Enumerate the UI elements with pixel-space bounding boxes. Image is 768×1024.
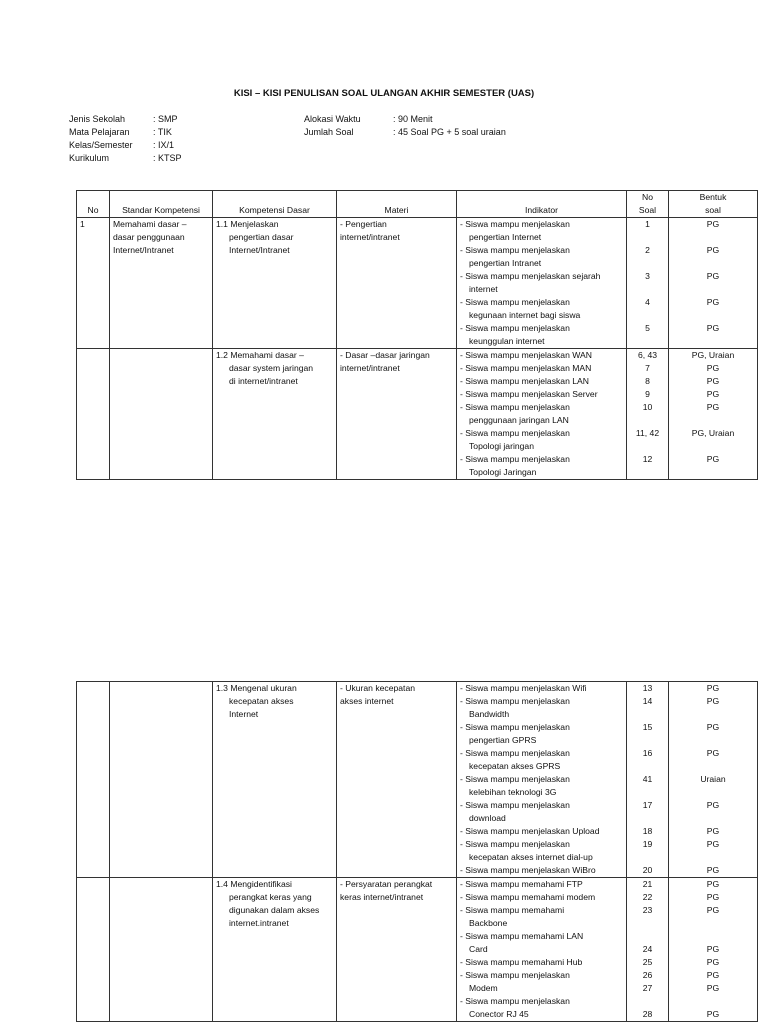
info-value: : SMP xyxy=(153,114,178,124)
indikator-line: - Siswa mampu menjelaskan Server xyxy=(460,389,598,399)
indikator-line: pengertian Internet xyxy=(469,232,542,242)
cell-standar-kompetensi xyxy=(110,349,213,480)
table-body xyxy=(77,682,758,1022)
indikator-line: kecepatan akses GPRS xyxy=(469,761,561,771)
bentuk-soal-value: PG xyxy=(706,839,720,849)
bentuk-soal-value: PG xyxy=(706,944,720,954)
kompetensi-line: 1.3 Mengenal ukuran xyxy=(216,683,297,693)
bentuk-soal-value xyxy=(672,812,754,825)
bentuk-soal-value: PG xyxy=(706,748,720,758)
exam-info xyxy=(304,113,506,139)
no-soal-value xyxy=(630,335,665,348)
school-info xyxy=(69,113,182,165)
header-materi: Materi xyxy=(337,191,457,218)
indikator-line: - Siswa mampu menjelaskan xyxy=(460,774,570,784)
indikator-line: - Siswa mampu menjelaskan xyxy=(460,219,570,229)
kompetensi-line: Internet xyxy=(229,709,259,719)
no-soal-value xyxy=(630,851,665,864)
no-soal-value: 7 xyxy=(645,363,650,373)
standar-line: Memahami dasar – xyxy=(113,219,187,229)
cell-standar-kompetensi xyxy=(110,682,213,878)
bentuk-soal-value: PG xyxy=(706,402,720,412)
indikator-line: - Siswa mampu menjelaskan xyxy=(460,970,570,980)
indikator-line: - Siswa mampu memahami Hub xyxy=(460,957,583,967)
bentuk-soal-value xyxy=(672,708,754,721)
bentuk-soal-value: PG xyxy=(706,957,720,967)
bentuk-soal-value xyxy=(672,283,754,296)
cell-kompetensi-dasar xyxy=(213,349,337,480)
bentuk-soal-value xyxy=(672,734,754,747)
bentuk-soal-value: PG xyxy=(706,892,720,902)
indikator-line: keunggulan internet xyxy=(469,336,545,346)
table-row xyxy=(77,682,758,878)
indikator-line: Topologi jaringan xyxy=(469,441,534,451)
indikator-line: - Siswa mampu menjelaskan xyxy=(460,402,570,412)
table-header-row xyxy=(77,191,758,218)
header-standar: Standar Kompetensi xyxy=(110,191,213,218)
header-bentuk-line: Bentuk xyxy=(699,192,727,202)
no-soal-value: 13 xyxy=(642,683,653,693)
indikator-line: Topologi Jaringan xyxy=(469,467,537,477)
info-label: Kelas/Semester xyxy=(69,140,133,150)
cell-no xyxy=(77,682,110,878)
cell-standar-kompetensi xyxy=(110,218,213,349)
no-soal-value xyxy=(630,708,665,721)
indikator-line: - Siswa mampu menjelaskan WAN xyxy=(460,350,592,360)
cell-no-soal xyxy=(627,349,669,480)
indikator-line: - Siswa mampu menjelaskan xyxy=(460,748,570,758)
no-soal-value: 17 xyxy=(642,800,653,810)
cell-materi xyxy=(337,682,457,878)
bentuk-soal-value: PG xyxy=(706,219,720,229)
info-label: Alokasi Waktu xyxy=(304,114,361,124)
bentuk-soal-value xyxy=(672,760,754,773)
indikator-line: - Siswa mampu menjelaskan LAN xyxy=(460,376,589,386)
header-kompetensi: Kompetensi Dasar xyxy=(213,191,337,218)
indikator-line: - Siswa mampu menjelaskan Wifi xyxy=(460,683,587,693)
cell-materi xyxy=(337,878,457,1022)
no-soal-value: 18 xyxy=(642,826,653,836)
indikator-line: kelebihan teknologi 3G xyxy=(469,787,557,797)
cell-kompetensi-dasar xyxy=(213,878,337,1022)
kompetensi-line: dasar system jaringan xyxy=(229,363,314,373)
indikator-line: kecepatan akses internet dial-up xyxy=(469,852,593,862)
info-label: Mata Pelajaran xyxy=(69,127,130,137)
standar-line: dasar penggunaan xyxy=(113,232,185,242)
bentuk-soal-value: PG xyxy=(706,800,720,810)
bentuk-soal-value: PG xyxy=(706,983,720,993)
bentuk-soal-value xyxy=(672,851,754,864)
info-row-curriculum xyxy=(69,152,182,165)
no-soal-value: 12 xyxy=(642,454,653,464)
bentuk-soal-value xyxy=(672,930,754,943)
indikator-line: - Siswa mampu menjelaskan xyxy=(460,996,570,1006)
kompetensi-line: 1.2 Memahami dasar – xyxy=(216,350,304,360)
no-soal-value: 28 xyxy=(642,1009,653,1019)
indikator-line: Conector RJ 45 xyxy=(469,1009,529,1019)
no-soal-value xyxy=(630,917,665,930)
indikator-line: - Siswa mampu memahami LAN xyxy=(460,931,584,941)
bentuk-soal-value: PG xyxy=(706,376,720,386)
table-row xyxy=(77,878,758,1022)
no-soal-value: 23 xyxy=(642,905,653,915)
indikator-line: - Siswa mampu menjelaskan MAN xyxy=(460,363,592,373)
no-soal-value: 41 xyxy=(642,774,653,784)
kompetensi-line: Internet/Intranet xyxy=(229,245,290,255)
indikator-line: - Siswa mampu menjelaskan xyxy=(460,297,570,307)
grid-table-2 xyxy=(76,681,758,1022)
indikator-line: - Siswa mampu menjelaskan xyxy=(460,696,570,706)
bentuk-soal-value xyxy=(672,231,754,244)
kompetensi-line: pengertian dasar xyxy=(229,232,294,242)
no-soal-value xyxy=(630,257,665,270)
no-soal-value: 8 xyxy=(645,376,650,386)
no-soal-value: 22 xyxy=(642,892,653,902)
grid-table-1 xyxy=(76,190,758,480)
cell-no xyxy=(77,878,110,1022)
bentuk-soal-value: PG xyxy=(706,722,720,732)
kompetensi-line: di internet/intranet xyxy=(229,376,298,386)
no-soal-value: 26 xyxy=(642,970,653,980)
no-soal-value: 24 xyxy=(642,944,653,954)
indikator-line: - Siswa mampu menjelaskan Upload xyxy=(460,826,600,836)
materi-line: - Dasar –dasar jaringan xyxy=(340,350,430,360)
bentuk-soal-value: PG xyxy=(706,271,720,281)
indikator-line: - Siswa mampu menjelaskan xyxy=(460,839,570,849)
no-soal-value xyxy=(630,786,665,799)
no-soal-value xyxy=(630,995,665,1008)
table-row xyxy=(77,218,758,349)
cell-no-soal xyxy=(627,218,669,349)
no-soal-value xyxy=(630,734,665,747)
materi-line: internet/intranet xyxy=(340,232,400,242)
indikator-line: internet xyxy=(469,284,498,294)
cell-standar-kompetensi xyxy=(110,878,213,1022)
cell-indikator xyxy=(457,218,627,349)
bentuk-soal-value: PG xyxy=(706,454,720,464)
no-soal-value xyxy=(630,760,665,773)
info-value: : TIK xyxy=(153,127,172,137)
bentuk-soal-value xyxy=(672,786,754,799)
no-soal-value: 5 xyxy=(645,323,650,333)
header-no-soal-line: No xyxy=(642,192,653,202)
info-value: : KTSP xyxy=(153,153,182,163)
cell-no-soal xyxy=(627,682,669,878)
no-soal-value: 16 xyxy=(642,748,653,758)
no-soal-value: 21 xyxy=(642,879,653,889)
cell-bentuk-soal xyxy=(669,349,758,480)
materi-line: internet/intranet xyxy=(340,363,400,373)
header-bentuk-soal xyxy=(669,191,758,218)
bentuk-soal-value: PG xyxy=(706,323,720,333)
cell-materi xyxy=(337,218,457,349)
cell-no-soal xyxy=(627,878,669,1022)
bentuk-soal-value: PG xyxy=(706,297,720,307)
bentuk-soal-value: PG, Uraian xyxy=(691,428,735,438)
cell-indikator xyxy=(457,349,627,480)
cell-bentuk-soal xyxy=(669,218,758,349)
bentuk-soal-value xyxy=(672,917,754,930)
bentuk-soal-value: PG xyxy=(706,683,720,693)
bentuk-soal-value: Uraian xyxy=(700,774,726,784)
standar-line: Internet/Intranet xyxy=(113,245,174,255)
info-value: : 45 Soal PG + 5 soal uraian xyxy=(393,127,506,137)
bentuk-soal-value xyxy=(672,257,754,270)
bentuk-soal-value xyxy=(672,466,754,479)
kompetensi-line: 1.1 Menjelaskan xyxy=(216,219,279,229)
header-no-soal-line: Soal xyxy=(638,205,657,215)
no-soal-value: 9 xyxy=(645,389,650,399)
indikator-line: - Siswa mampu memahami modem xyxy=(460,892,596,902)
info-label: Jumlah Soal xyxy=(304,127,354,137)
bentuk-soal-value xyxy=(672,309,754,322)
no-soal-value xyxy=(630,930,665,943)
cell-no: 1 xyxy=(77,218,110,349)
info-row-subject xyxy=(69,126,182,139)
kompetensi-line: internet.intranet xyxy=(229,918,289,928)
indikator-line: - Siswa mampu menjelaskan xyxy=(460,428,570,438)
bentuk-soal-value: PG xyxy=(706,363,720,373)
bentuk-soal-value: PG xyxy=(706,970,720,980)
no-soal-value: 15 xyxy=(642,722,653,732)
bentuk-soal-value: PG, Uraian xyxy=(691,350,735,360)
indikator-line: Modem xyxy=(469,983,498,993)
info-row-school xyxy=(69,113,182,126)
indikator-line: - Siswa mampu memahami xyxy=(460,905,565,915)
bentuk-soal-value: PG xyxy=(706,245,720,255)
no-soal-value: 6, 43 xyxy=(637,350,658,360)
cell-indikator xyxy=(457,682,627,878)
indikator-line: - Siswa mampu menjelaskan xyxy=(460,722,570,732)
kompetensi-line: digunakan dalam akses xyxy=(229,905,320,915)
indikator-line: - Siswa mampu menjelaskan xyxy=(460,245,570,255)
bentuk-soal-value xyxy=(672,995,754,1008)
info-row-time xyxy=(304,113,506,126)
no-soal-value: 27 xyxy=(642,983,653,993)
indikator-line: Card xyxy=(469,944,488,954)
materi-line: akses internet xyxy=(340,696,394,706)
header-no-soal xyxy=(627,191,669,218)
no-soal-value: 1 xyxy=(645,219,650,229)
table-row xyxy=(77,349,758,480)
no-soal-value xyxy=(630,231,665,244)
kompetensi-line: kecepatan akses xyxy=(229,696,294,706)
info-row-class xyxy=(69,139,182,152)
indikator-line: - Siswa mampu menjelaskan xyxy=(460,800,570,810)
materi-line: - Pengertian xyxy=(340,219,387,229)
no-soal-value xyxy=(630,414,665,427)
cell-kompetensi-dasar xyxy=(213,682,337,878)
no-soal-value: 11, 42 xyxy=(635,428,660,438)
cell-no xyxy=(77,349,110,480)
bentuk-soal-value xyxy=(672,414,754,427)
info-row-count xyxy=(304,126,506,139)
bentuk-soal-value: PG xyxy=(706,879,720,889)
no-soal-value xyxy=(630,440,665,453)
no-soal-value: 19 xyxy=(642,839,653,849)
indikator-line: - Siswa mampu menjelaskan xyxy=(460,323,570,333)
bentuk-soal-value xyxy=(672,335,754,348)
materi-line: - Ukuran kecepatan xyxy=(340,683,415,693)
no-soal-value: 2 xyxy=(645,245,650,255)
indikator-line: - Siswa mampu menjelaskan xyxy=(460,454,570,464)
indikator-line: Backbone xyxy=(469,918,508,928)
info-label: Kurikulum xyxy=(69,153,110,163)
materi-line: keras internet/intranet xyxy=(340,892,424,902)
bentuk-soal-value: PG xyxy=(706,905,720,915)
document-title: KISI – KISI PENULISAN SOAL ULANGAN AKHIR SEMESTER (UAS) xyxy=(233,88,535,99)
header-bentuk-line: soal xyxy=(705,205,721,215)
bentuk-soal-value: PG xyxy=(706,1009,720,1019)
materi-line: - Persyaratan perangkat xyxy=(340,879,433,889)
indikator-line: - Siswa mampu menjelaskan sejarah xyxy=(460,271,601,281)
no-soal-value: 20 xyxy=(642,865,653,875)
kompetensi-line: perangkat keras yang xyxy=(229,892,312,902)
indikator-line: pengertian Intranet xyxy=(469,258,542,268)
info-value: : IX/1 xyxy=(153,140,175,150)
no-soal-value: 3 xyxy=(645,271,650,281)
bentuk-soal-value: PG xyxy=(706,826,720,836)
cell-indikator xyxy=(457,878,627,1022)
no-soal-value: 25 xyxy=(642,957,653,967)
no-soal-value xyxy=(630,466,665,479)
no-soal-value: 4 xyxy=(645,297,650,307)
header-no: No xyxy=(77,191,110,218)
no-soal-value xyxy=(630,283,665,296)
kompetensi-line: 1.4 Mengidentifikasi xyxy=(216,879,292,889)
header-indikator: Indikator xyxy=(457,191,627,218)
no-soal-value xyxy=(630,309,665,322)
indikator-line: download xyxy=(469,813,506,823)
no-soal-value: 10 xyxy=(642,402,653,412)
indikator-line: - Siswa mampu menjelaskan WiBro xyxy=(460,865,596,875)
no-soal-value xyxy=(630,812,665,825)
bentuk-soal-value: PG xyxy=(706,865,720,875)
info-value: : 90 Menit xyxy=(393,114,433,124)
indikator-line: Bandwidth xyxy=(469,709,510,719)
cell-materi xyxy=(337,349,457,480)
indikator-line: - Siswa mampu memahami FTP xyxy=(460,879,583,889)
table-body xyxy=(77,218,758,480)
indikator-line: pengertian GPRS xyxy=(469,735,537,745)
indikator-line: kegunaan internet bagi siswa xyxy=(469,310,581,320)
cell-kompetensi-dasar xyxy=(213,218,337,349)
info-label: Jenis Sekolah xyxy=(69,114,126,124)
cell-bentuk-soal xyxy=(669,878,758,1022)
bentuk-soal-value: PG xyxy=(706,696,720,706)
no-soal-value: 14 xyxy=(642,696,653,706)
bentuk-soal-value xyxy=(672,440,754,453)
cell-bentuk-soal xyxy=(669,682,758,878)
bentuk-soal-value: PG xyxy=(706,389,720,399)
indikator-line: penggunaan jaringan LAN xyxy=(469,415,569,425)
